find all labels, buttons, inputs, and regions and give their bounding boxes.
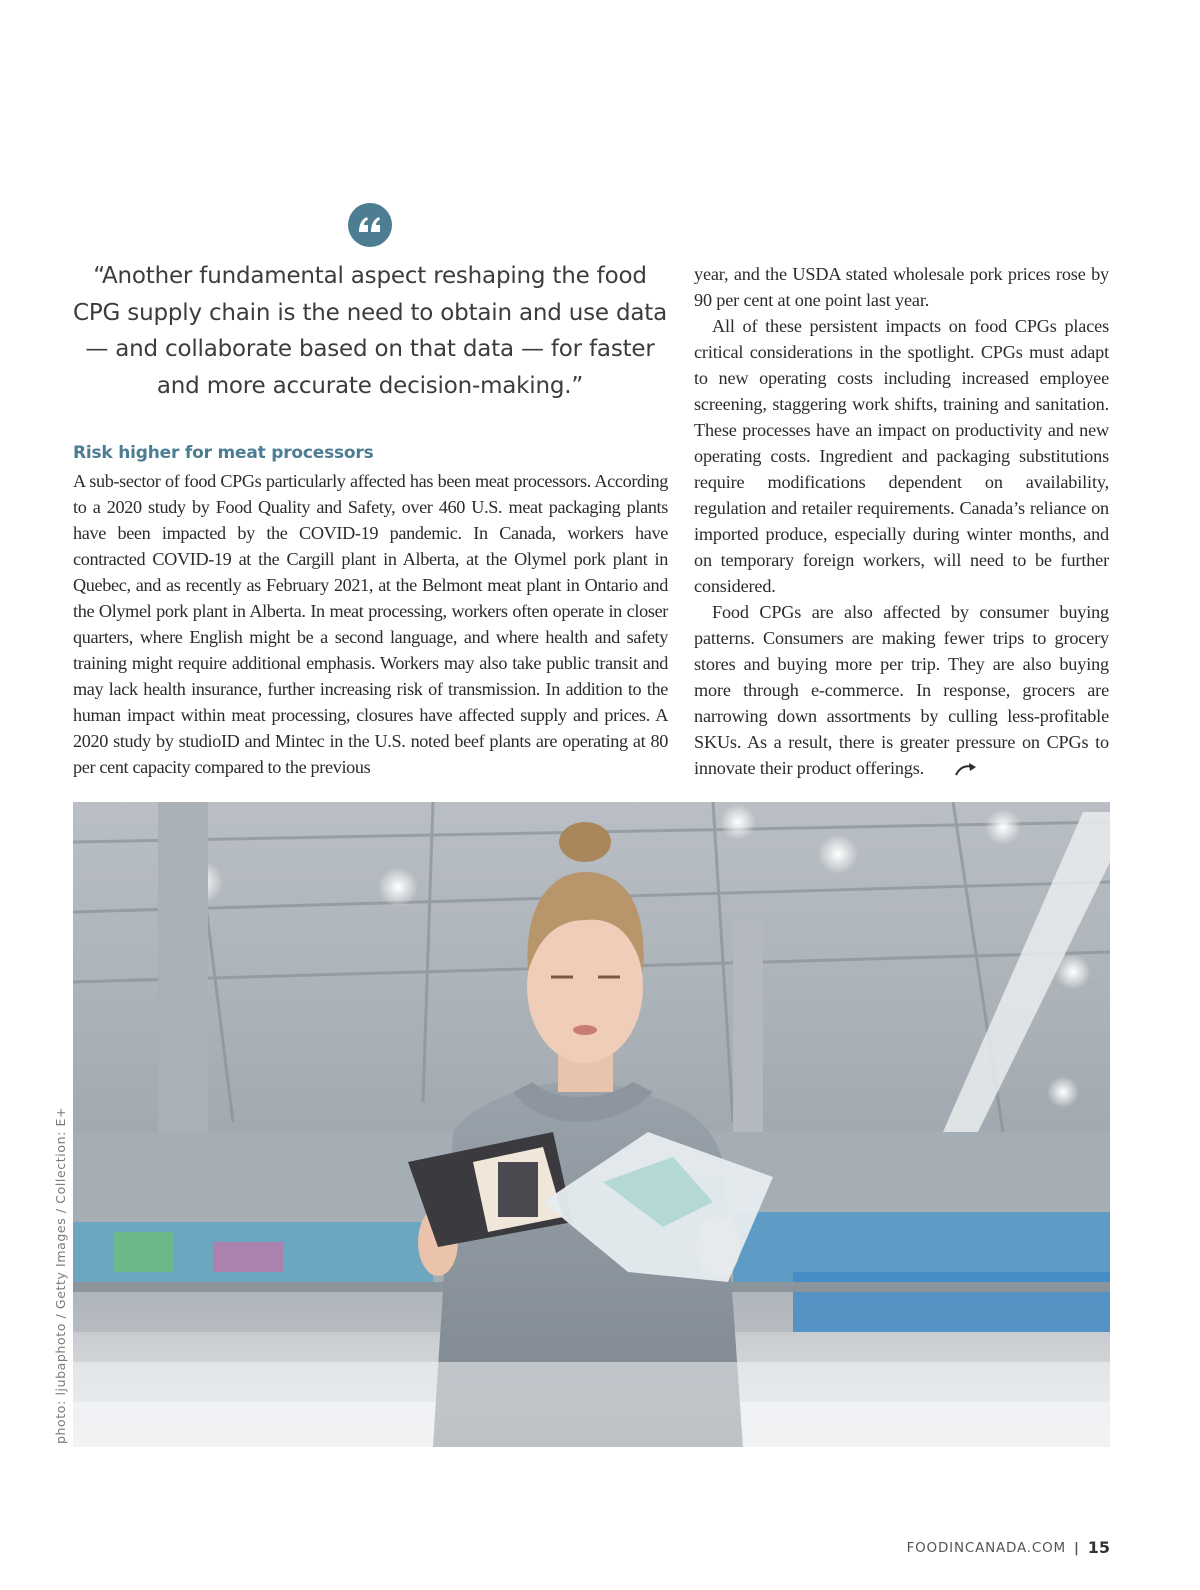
body-paragraph: year, and the USDA stated wholesale pork prices rose by 90 per cent at one point last year. <box>694 264 1109 310</box>
body-paragraph: A sub-sector of food CPGs particularly affected has been meat processors. According to a 2020 study by Food Quality and Safety, over 460 U.S. meat packaging plants have been impacted by the COVID-19 pandemic. In Canada, workers have contracted COVID-19 at the Cargill plant in Alberta, at the Olymel pork plant in Quebec, and as recently as February 2021, at the Belmont meat plant in Ontario and the Olymel pork plant in Alberta. In meat processing, workers often operate in closer quarters, where English might be a second language, and where health and safety training might require additional emphasis. Workers may also take public transit and may lack health insurance, further increasing risk of transmission. In addition to the human impact within meat processing, closures have affected supply and prices. A 2020 study by studioID and Mintec in the U.S. noted beef plants are operating at 80 per cent capacity compared to the previous <box>73 471 668 777</box>
body-paragraph <box>694 599 1109 783</box>
page-number: 15 <box>1087 1538 1110 1557</box>
left-column <box>73 468 668 780</box>
pull-quote: “Another fundamental aspect reshaping the food CPG supply chain is the need to obtain and use data — and collaborate based on that data — for faster and more accurate decision-making.” <box>73 263 667 399</box>
footer-separator: | <box>1074 1539 1080 1556</box>
body-paragraph-text: Food CPGs are also affected by consumer buying patterns. Consumers are making fewer trips to grocery stores and buying more per trip. They are also buying more through e-commerce. In response, grocers are narrowing down assortments by culling less-profitable SKUs. As a result, there is greater pressure on CPGs to innovate their product offerings. <box>694 602 1109 778</box>
shopper-photo <box>73 802 1110 1447</box>
footer-site: FOODINCANADA.COM <box>906 1539 1066 1556</box>
page-footer <box>907 1538 1110 1557</box>
quote-mark-icon <box>348 203 392 247</box>
section-heading: Risk higher for meat processors <box>73 443 374 463</box>
photo-credit: photo: ljubaphoto / Getty Images / Collection: E+ <box>53 1106 68 1444</box>
continue-arrow-icon <box>936 757 978 783</box>
right-column <box>694 261 1109 783</box>
body-paragraph: All of these persistent impacts on food CPGs places critical considerations in the spotlight. CPGs must adapt to new operating costs including increased employee screening, staggering work shifts, training and sanitation. These processes have an impact on productivity and new operating costs. Ingredient and packaging substitutions require modifications dependent on availability, regulation and retailer requirements. Canada’s reliance on imported produce, especially during winter months, and on temporary foreign workers, will need to be further considered. <box>694 316 1109 596</box>
